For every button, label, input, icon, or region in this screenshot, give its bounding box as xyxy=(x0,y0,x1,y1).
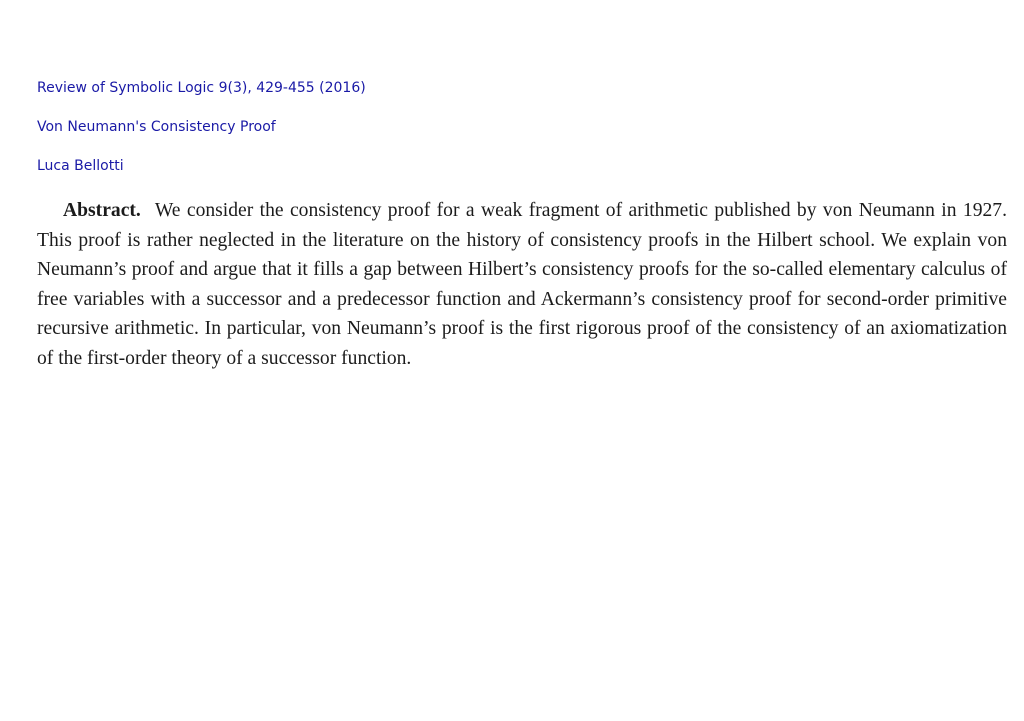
abstract-text: We consider the consistency proof for a weak fragment of arithmetic published by von Neumann in 1927. This proof is rather neglected in the literature on the history of consistency proofs in the Hilbert school. We explain von Neumann’s proof and argue that it fills a gap between Hilbert’s consistency proofs for the so-called elementary calculus of free variables with a successor and a predecessor function and Ackermann’s consistency proof for second-order primitive recursive arithmetic. In particular, von Neumann’s proof is the first rigorous proof of the consistency of an axiomatization of the first-order theory of a successor function. xyxy=(37,200,1007,369)
paper-title-link[interactable]: Von Neumann's Consistency Proof xyxy=(37,119,276,135)
citation-link[interactable]: Review of Symbolic Logic 9(3), 429-455 (2016) xyxy=(37,80,366,96)
abstract-paragraph xyxy=(37,196,1007,374)
abstract-label: Abstract. xyxy=(63,200,141,221)
author-link[interactable]: Luca Bellotti xyxy=(37,158,124,174)
